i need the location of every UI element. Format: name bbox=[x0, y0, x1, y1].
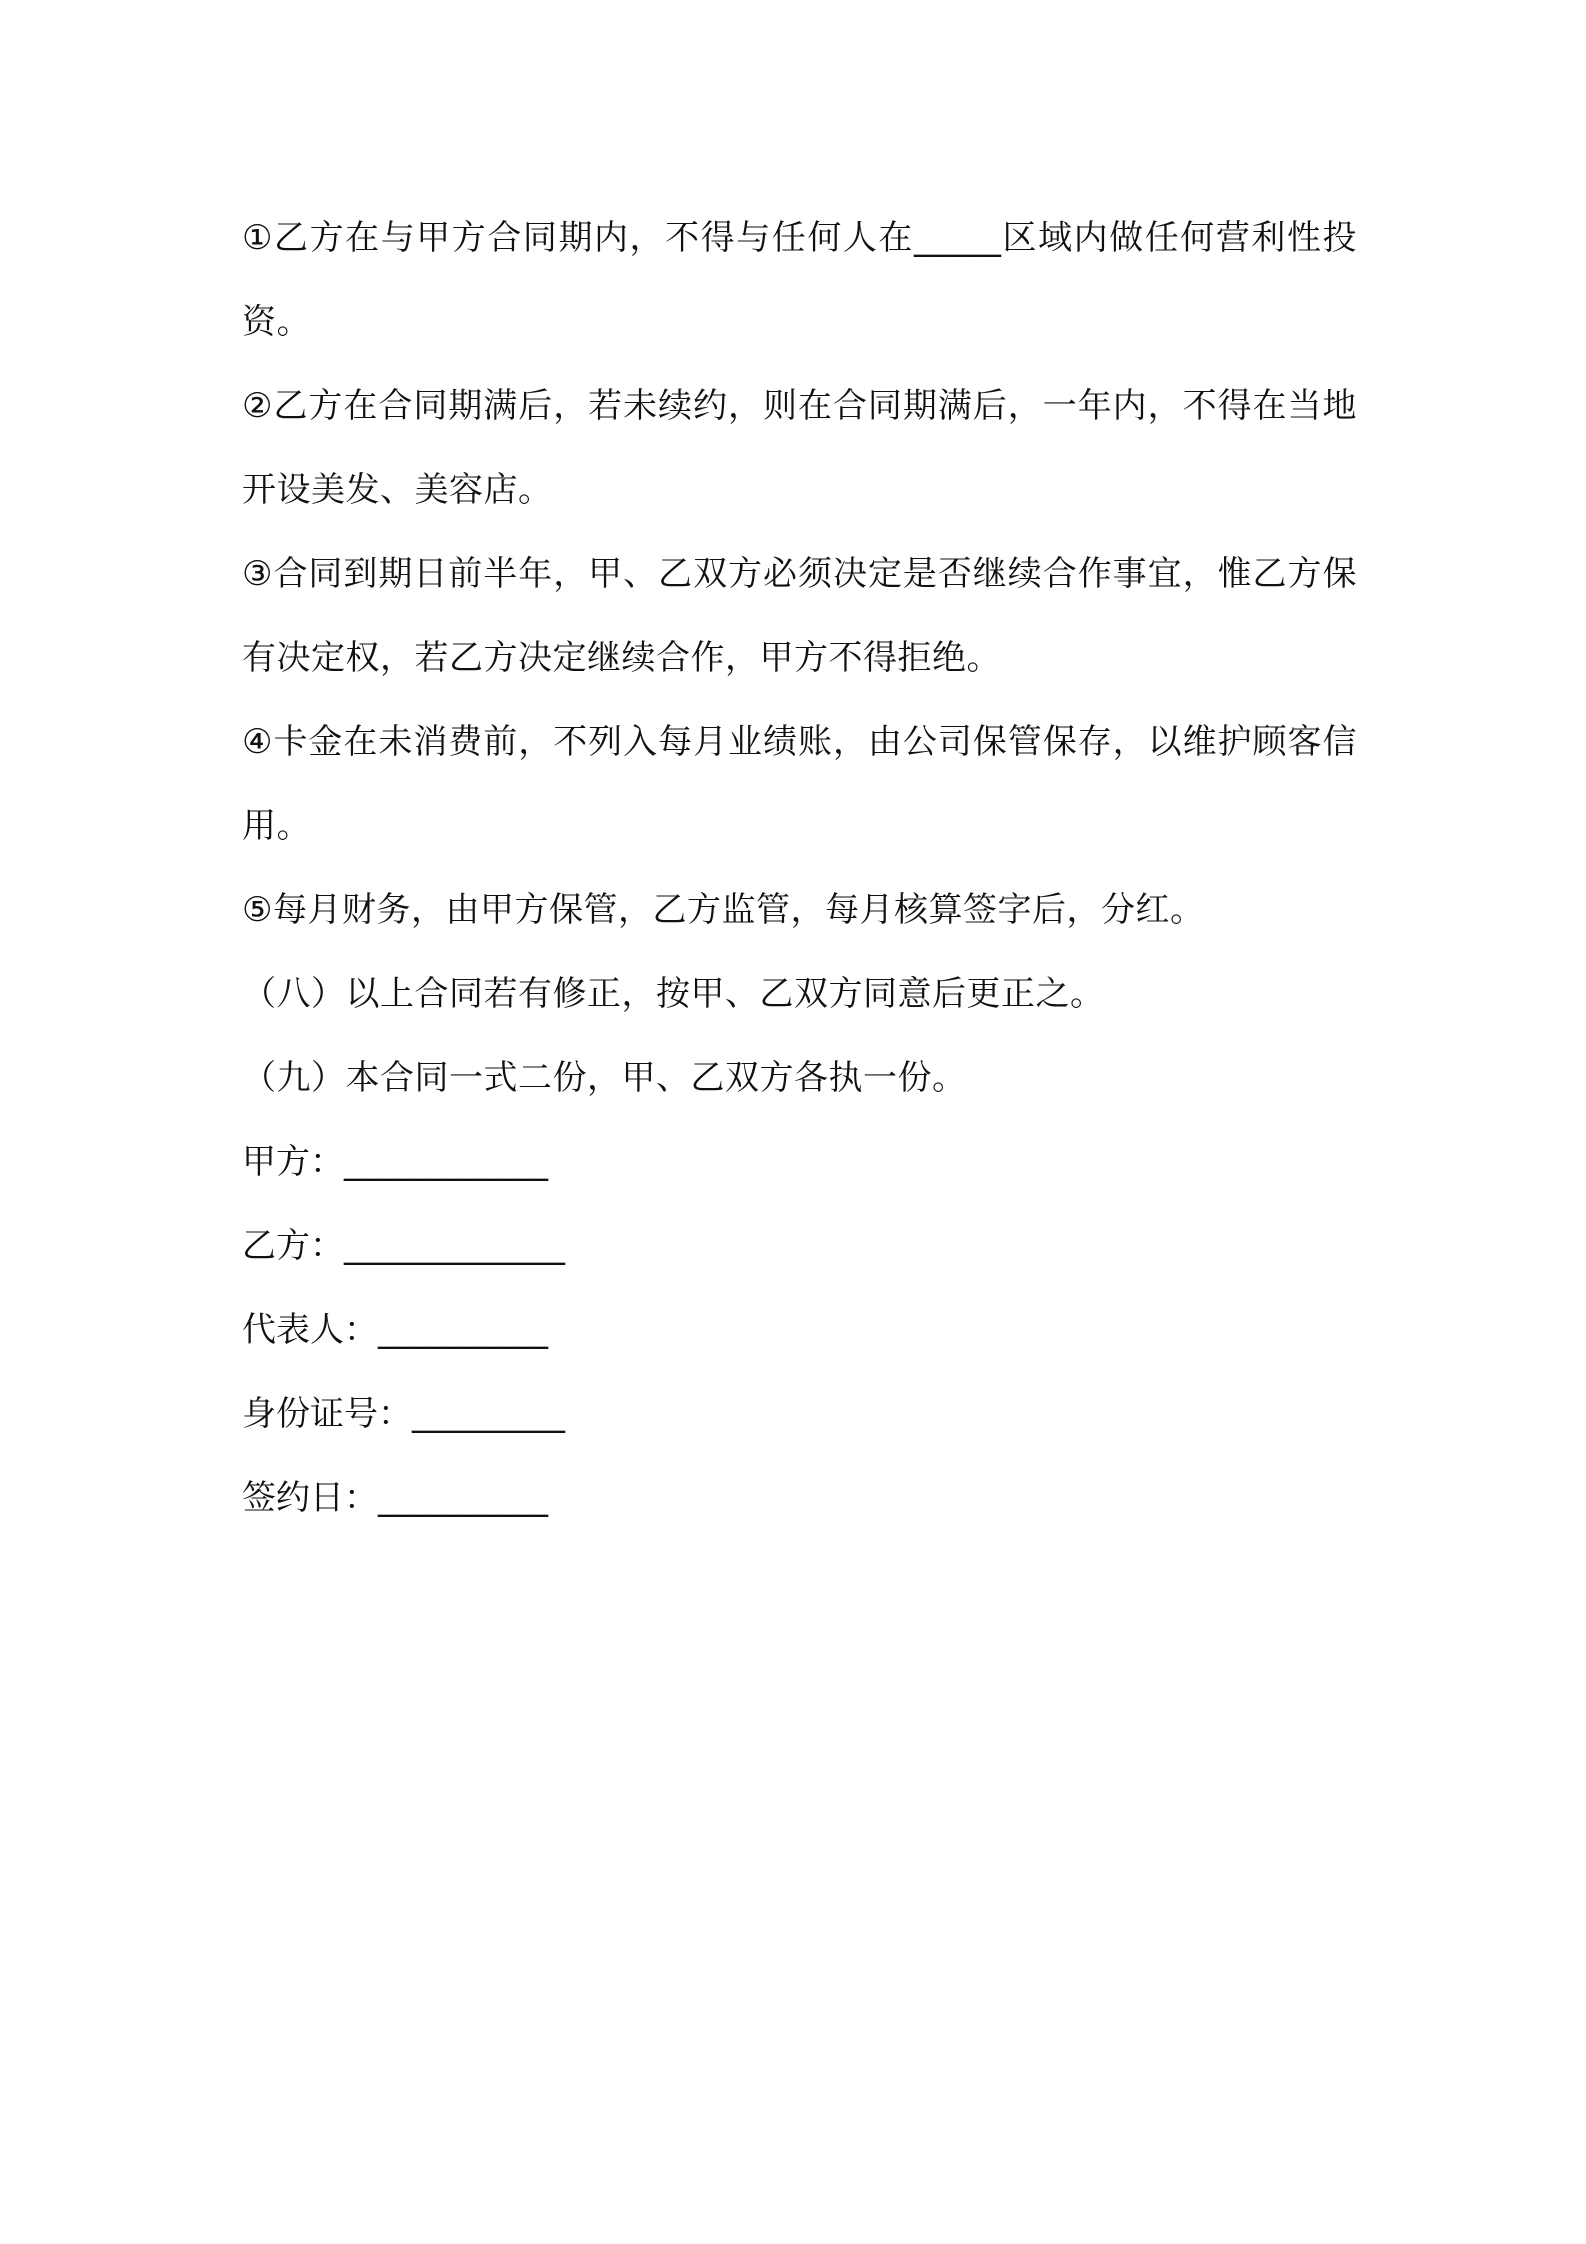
list-item: ②乙方在合同期满后，若未续约，则在合同期满后，一年内，不得在当地开设美发、美容店。 bbox=[242, 386, 1357, 510]
signature-party-b: 乙方：_____________ bbox=[242, 1226, 565, 1266]
signature-date: 签约日：__________ bbox=[242, 1478, 548, 1518]
clause-paragraph: （八）以上合同若有修正，按甲、乙双方同意后更正之。 bbox=[242, 974, 1105, 1014]
list-item: ④卡金在未消费前，不列入每月业绩账，由公司保管保存，以维护顾客信用。 bbox=[242, 722, 1357, 846]
list-item: ①乙方在与甲方合同期内，不得与任何人在_____区域内做任何营利性投资。 bbox=[242, 218, 1357, 342]
list-item: ⑤每月财务，由甲方保管，乙方监管，每月核算签字后，分红。 bbox=[242, 890, 1205, 930]
clause-paragraph: （九）本合同一式二份，甲、乙双方各执一份。 bbox=[242, 1058, 967, 1098]
list-item: ③合同到期日前半年，甲、乙双方必须决定是否继续合作事宜，惟乙方保有决定权，若乙方决定继续合作，甲方不得拒绝。 bbox=[242, 554, 1357, 678]
signature-representative: 代表人：__________ bbox=[242, 1310, 548, 1350]
document-body bbox=[242, 196, 1357, 1540]
signature-id-number: 身份证号：_________ bbox=[242, 1394, 565, 1434]
signature-party-a: 甲方：____________ bbox=[242, 1142, 548, 1182]
